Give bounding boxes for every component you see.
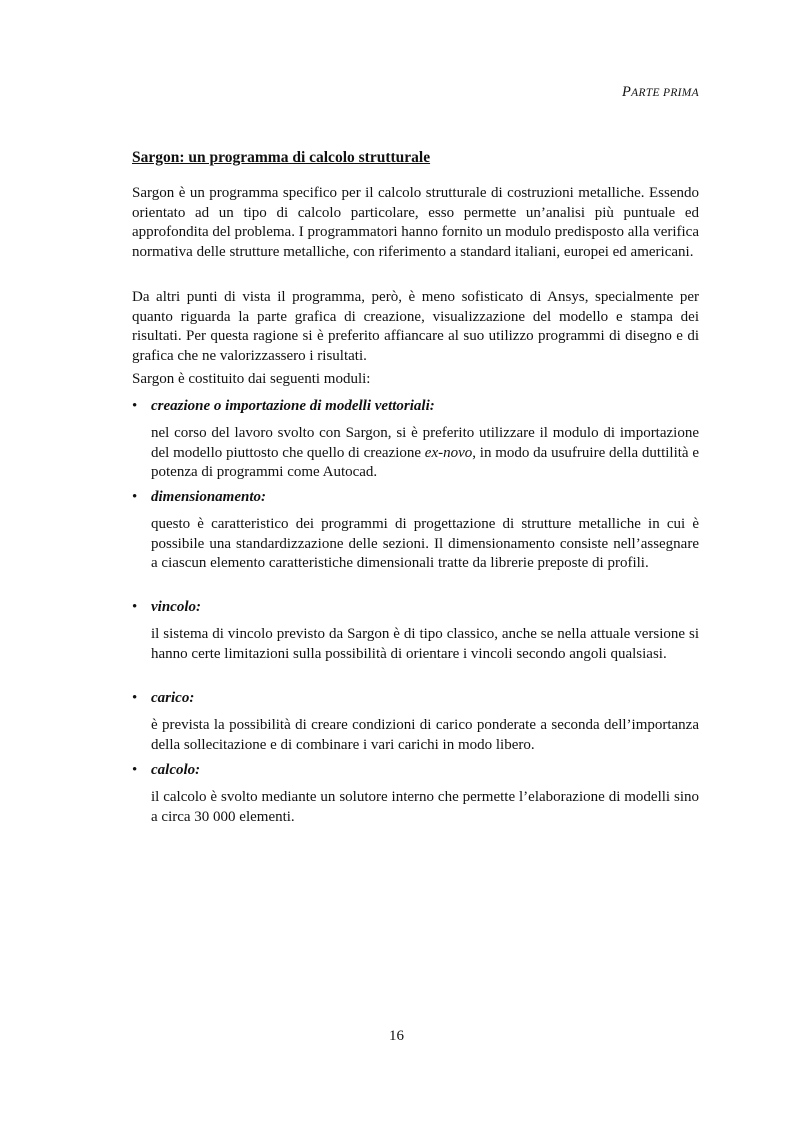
module-text-creazione	[151, 424, 699, 483]
running-header	[622, 84, 699, 101]
bullet-icon: •	[132, 762, 138, 778]
module-heading-calcolo	[132, 761, 699, 781]
module-text-dimensionamento: questo è caratteristico dei programmi di progettazione di strutture metalliche in cui è possibile una standardizzazione delle sezioni. Il dimensionamento consiste nell’assegnare a ciascun elemento caratteristiche dimensionali tratte da librerie preposte di profili.	[151, 516, 699, 571]
module-label: creazione o importazione di modelli vettoriali:	[151, 398, 435, 414]
bullet-icon: •	[132, 599, 138, 615]
section-title: Sargon: un programma di calcolo strutturale	[132, 149, 431, 166]
module-heading-carico	[132, 689, 699, 709]
module-heading-vincolo	[132, 598, 699, 618]
bullet-icon: •	[132, 489, 138, 505]
module-text-part: , in modo da usufruire della duttilità e potenza di programmi come Autocad.	[151, 444, 699, 480]
bullet-icon: •	[132, 398, 138, 414]
running-header-rest: ARTE PRIMA	[631, 87, 699, 99]
page-number: 16	[389, 1028, 404, 1044]
module-text-vincolo: il sistema di vincolo previsto da Sargon è di tipo classico, anche se nella attuale versione si hanno certe limitazioni sulla possibilità di orientare i vincoli secondo angoli qualsiasi.	[151, 626, 699, 662]
bullet-icon: •	[132, 690, 138, 706]
module-label: dimensionamento:	[151, 489, 267, 505]
paragraph-modules-intro: Sargon è costituito dai seguenti moduli:	[132, 371, 371, 387]
running-header-initial: P	[622, 84, 632, 100]
module-label: carico:	[151, 690, 195, 706]
module-text-emphasis: ex-novo	[424, 444, 473, 461]
module-label: vincolo:	[151, 599, 201, 615]
module-text-part: nel corso del lavoro svolto con Sargon, si è preferito utilizzare il modulo di importazione del modello piuttosto che quello di creazione	[151, 425, 699, 461]
module-label: calcolo:	[151, 762, 201, 778]
module-heading-creazione	[132, 397, 699, 417]
module-heading-dimensionamento	[132, 488, 699, 508]
module-text-carico: è prevista la possibilità di creare condizioni di carico ponderate a seconda dell’importanza della sollecitazione e di combinare i vari carichi in modo libero.	[151, 717, 699, 753]
module-text-calcolo: il calcolo è svolto mediante un solutore interno che permette l’elaborazione di modelli sino a circa 30 000 elementi.	[151, 789, 699, 825]
paragraph-comparison: Da altri punti di vista il programma, però, è meno sofisticato di Ansys, specialmente per quanto riguarda la parte grafica di creazione, visualizzazione del modello e stampa dei risultati. Per questa ragione si è preferito affiancare al suo utilizzo programmi di disegno e di grafica che ne valorizzassero i risultati.	[132, 289, 699, 364]
paragraph-intro: Sargon è un programma specifico per il calcolo strutturale di costruzioni metalliche. Essendo orientato ad un tipo di calcolo particolare, esso permette un’analisi più puntuale ed approfondita del problema. I programmatori hanno fornito un modulo predisposto alla verifica normativa delle strutture metalliche, con riferimento a standard italiani, europei ed americani.	[132, 185, 699, 260]
